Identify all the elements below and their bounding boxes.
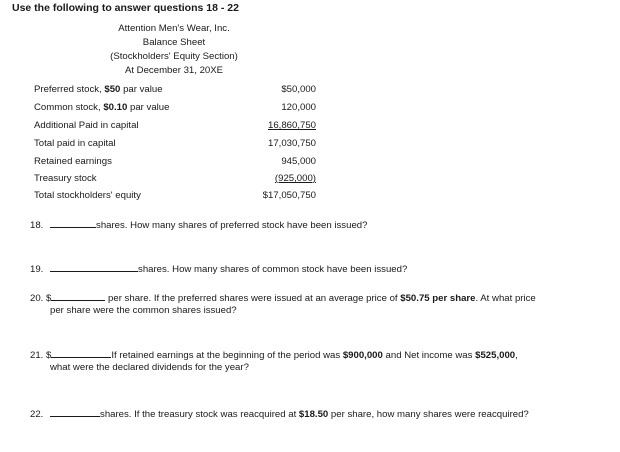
- statement-date: At December 31, 20XE: [124, 65, 224, 76]
- row-value-apic: 16,860,750: [267, 120, 316, 131]
- row-label-common-stock: Common stock, $0.10 par value: [34, 102, 170, 113]
- row-label-retained-earnings: Retained earnings: [34, 156, 112, 167]
- row-value-total-equity: $17,050,750: [262, 190, 316, 201]
- question-number: 18.: [30, 220, 44, 231]
- statement-title: Balance Sheet: [142, 37, 206, 48]
- row-label-preferred-stock: Preferred stock, $50 par value: [34, 84, 163, 95]
- row-label-total-paid-in: Total paid in capital: [34, 138, 116, 149]
- question-number: 22.: [30, 409, 44, 420]
- question-19: [30, 263, 407, 276]
- row-value-treasury-stock: (925,000): [274, 173, 316, 184]
- question-21: [30, 349, 518, 362]
- question-20: [30, 292, 536, 305]
- row-label-apic: Additional Paid in capital: [34, 120, 139, 131]
- statement-section: (Stockholders' Equity Section): [110, 51, 238, 62]
- question-22: [30, 408, 529, 421]
- question-number: 21.: [30, 350, 44, 361]
- row-value-retained-earnings: 945,000: [281, 156, 316, 167]
- question-18: [30, 219, 367, 232]
- answer-blank[interactable]: [50, 263, 138, 272]
- question-text: shares. How many shares of preferred stock have been issued?: [96, 220, 368, 231]
- dollar-prefix: $: [46, 293, 52, 304]
- company-name: Attention Men's Wear, Inc.: [118, 23, 230, 34]
- row-value-total-paid-in: 17,030,750: [267, 138, 316, 149]
- question-20-line2: per share were the common shares issued?: [50, 305, 237, 316]
- answer-blank[interactable]: [50, 219, 96, 228]
- question-number: 20.: [30, 293, 44, 304]
- dollar-prefix: $: [46, 350, 52, 361]
- row-value-common-stock: 120,000: [281, 102, 316, 113]
- question-text: shares. If the treasury stock was reacquired at $18.50 per share, how many shares were reacquired?: [100, 409, 529, 420]
- question-number: 19.: [30, 264, 44, 275]
- row-label-treasury-stock: Treasury stock: [34, 173, 97, 184]
- answer-blank[interactable]: [51, 292, 105, 301]
- answer-blank[interactable]: [51, 349, 111, 358]
- question-21-line2: what were the declared dividends for the year?: [50, 362, 249, 373]
- instructions-heading: Use the following to answer questions 18 - 22: [12, 2, 239, 14]
- question-text: If retained earnings at the beginning of the period was $900,000 and Net income was $525,000,: [111, 350, 518, 361]
- question-text: shares. How many shares of common stock have been issued?: [138, 264, 408, 275]
- row-value-preferred-stock: $50,000: [281, 84, 316, 95]
- answer-blank[interactable]: [50, 408, 100, 417]
- row-label-total-equity: Total stockholders' equity: [34, 190, 141, 201]
- question-text: per share. If the preferred shares were issued at an average price of $50.75 per share. At what price: [105, 293, 536, 304]
